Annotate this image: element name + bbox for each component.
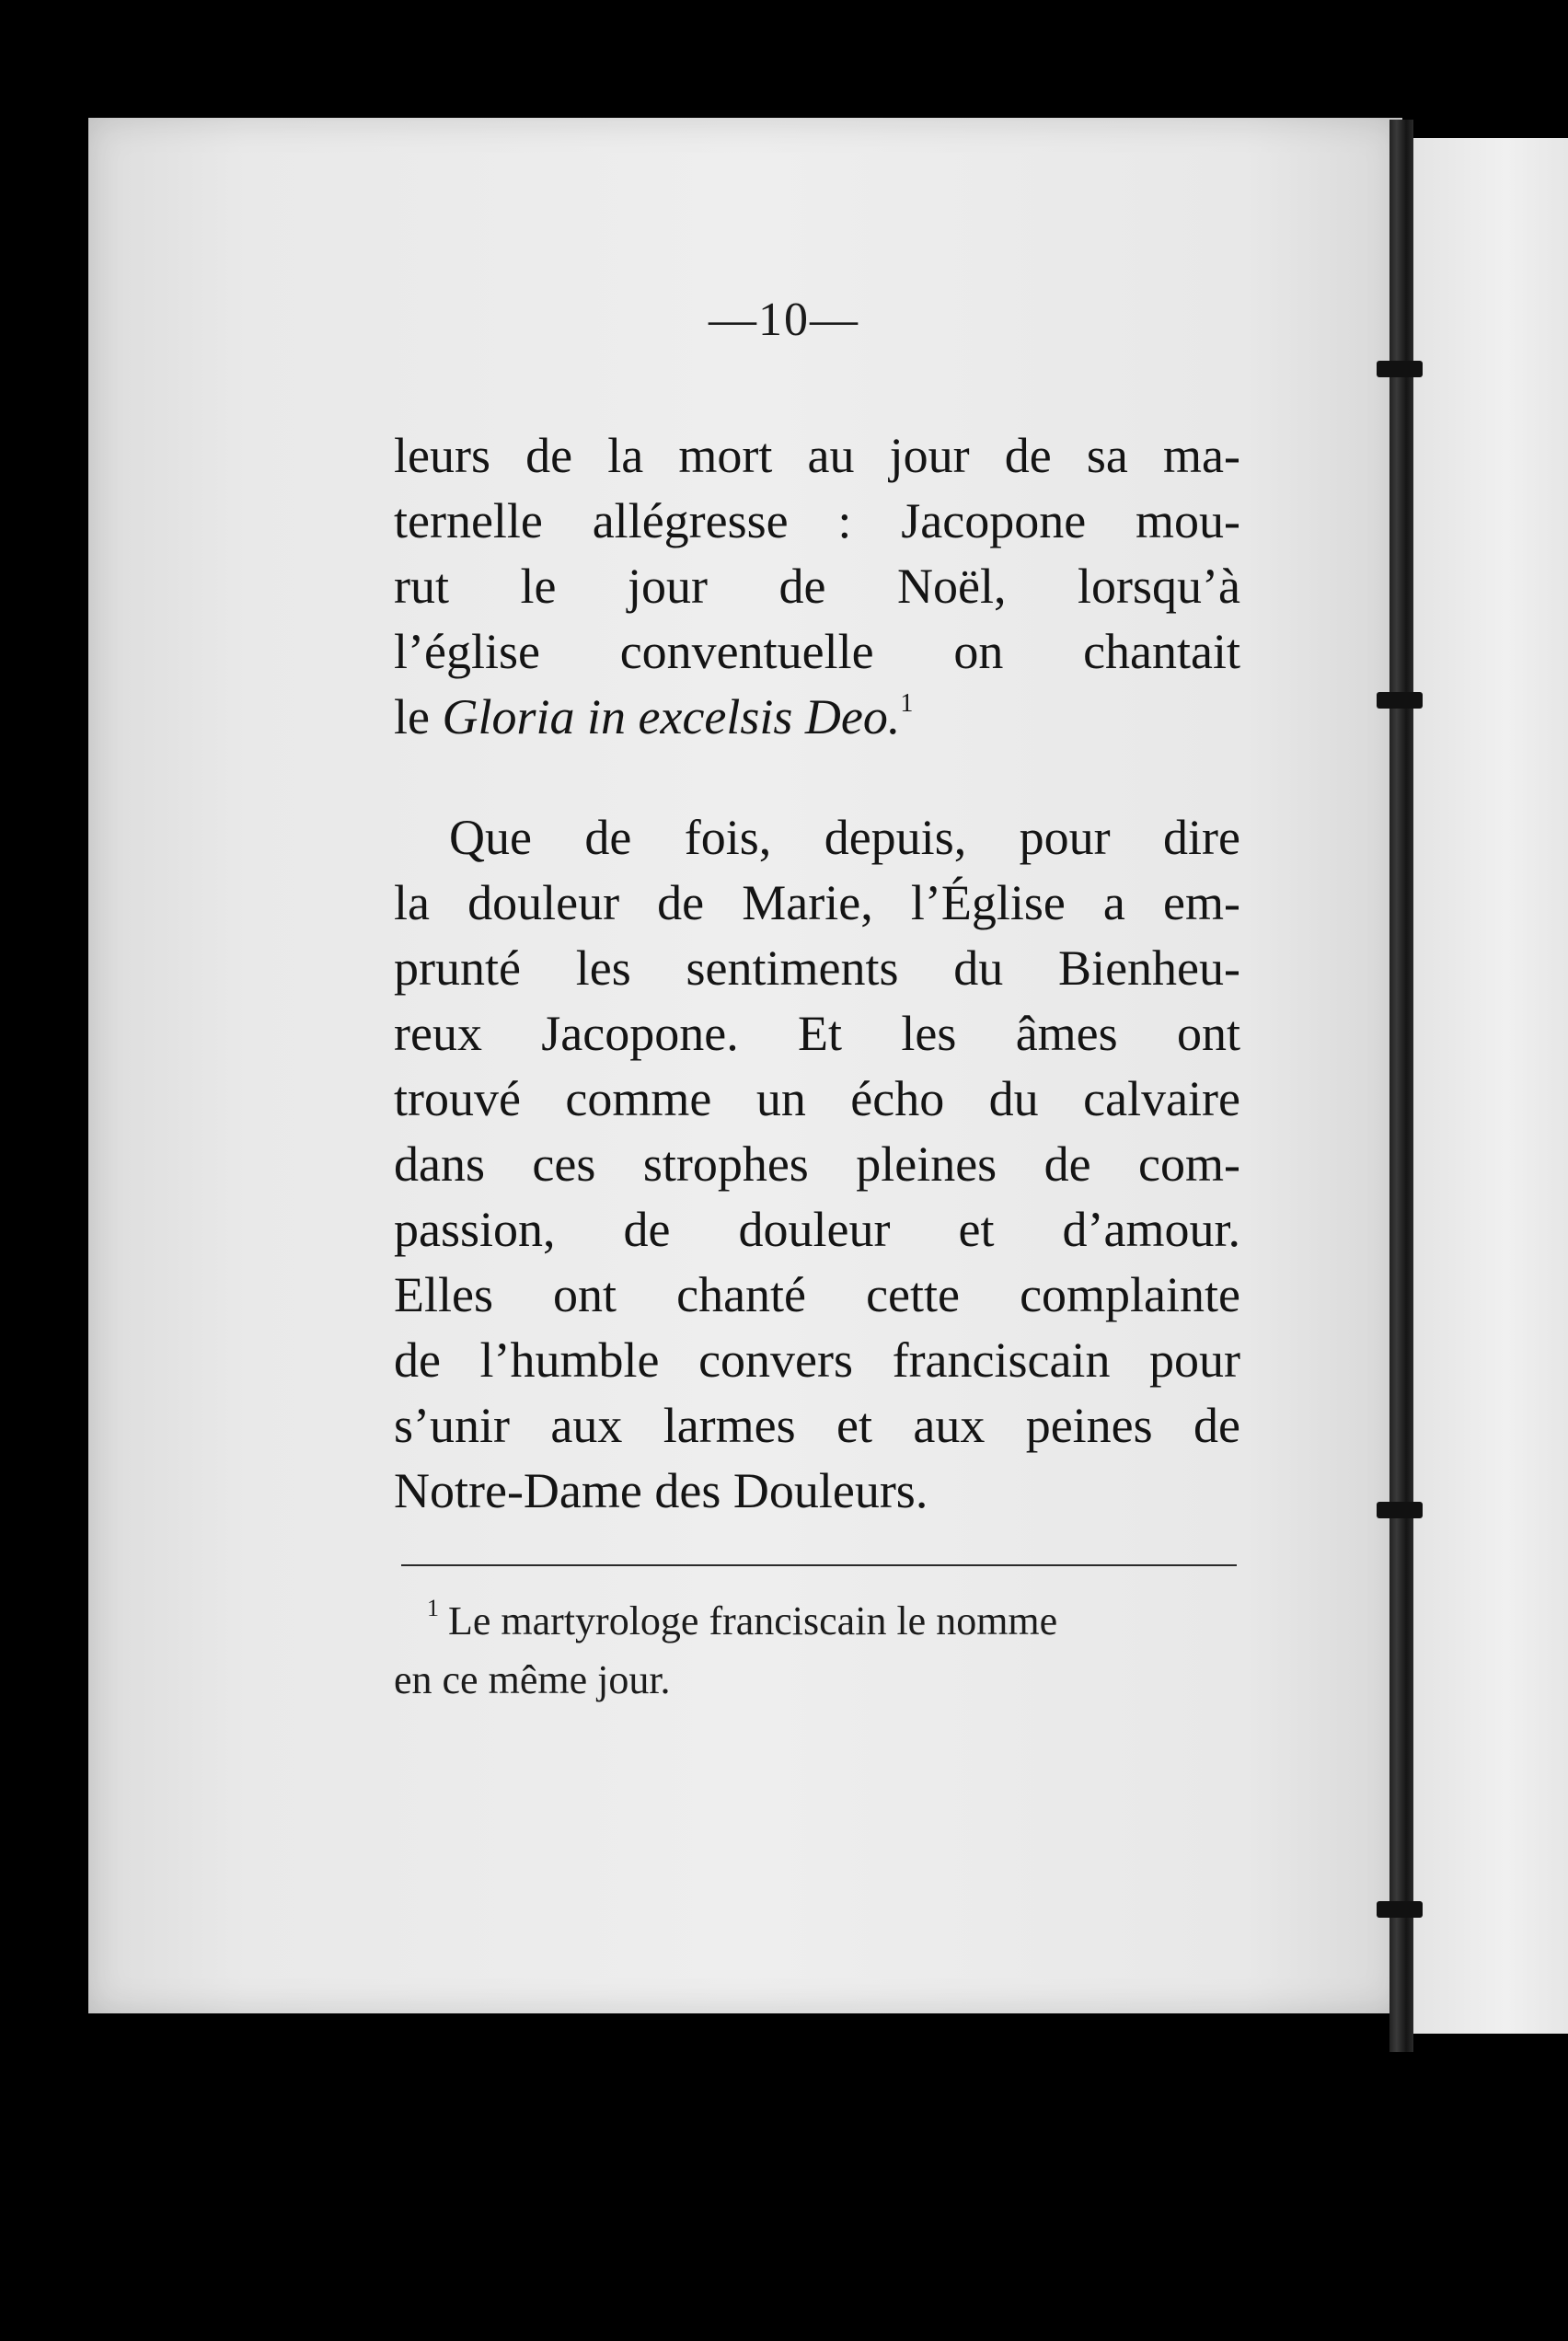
footnote-marker: 1 <box>427 1595 439 1621</box>
text-line: de l’humble convers franciscain pour <box>394 1332 1240 1388</box>
text-line: s’unir aux larmes et aux peines de <box>394 1398 1240 1453</box>
text-line: dans ces strophes pleines de com- <box>394 1136 1240 1192</box>
footnote-reference: 1 <box>900 689 914 718</box>
text-line: reux Jacopone. Et les âmes ont <box>394 1006 1240 1061</box>
text-line: Elles ont chanté cette complainte <box>394 1267 1240 1322</box>
text-line: la douleur de Marie, l’Église a em- <box>394 875 1240 930</box>
facing-page-edge <box>1413 138 1568 2034</box>
binding-stitch <box>1377 1901 1423 1918</box>
footnote-divider <box>401 1564 1237 1566</box>
text-line: passion, de douleur et d’amour. <box>394 1202 1240 1257</box>
footnote-line: en ce même jour. <box>394 1657 671 1702</box>
book-gutter <box>1389 120 1413 2052</box>
binding-stitch <box>1377 692 1423 709</box>
text-line: trouvé comme un écho du calvaire <box>394 1071 1240 1126</box>
text-line: prunté les sentiments du Bienheu- <box>394 940 1240 996</box>
text-line: rut le jour de Noël, lorsqu’à <box>394 559 1240 614</box>
footnote <box>394 1592 1240 1710</box>
binding-stitch <box>1377 1502 1423 1518</box>
text-line: Notre-Dame des Douleurs. <box>394 1463 928 1518</box>
text-line <box>394 685 1240 750</box>
text-fragment: le <box>394 689 443 744</box>
binding-stitch <box>1377 361 1423 377</box>
latin-quote: Gloria in excelsis Deo. <box>442 689 901 744</box>
page-number: —10— <box>709 294 859 346</box>
footnote-line <box>394 1592 1240 1651</box>
footnote-text: Le martyrologe franciscain le nomme <box>448 1598 1058 1643</box>
text-line: l’église conventuelle on chantait <box>394 624 1240 679</box>
text-line: leurs de la mort au jour de sa ma- <box>394 428 1240 483</box>
body-text <box>394 423 1240 1524</box>
text-line: Que de fois, depuis, pour dire <box>449 810 1240 865</box>
text-line: ternelle allégresse : Jacopone mou- <box>394 493 1240 548</box>
